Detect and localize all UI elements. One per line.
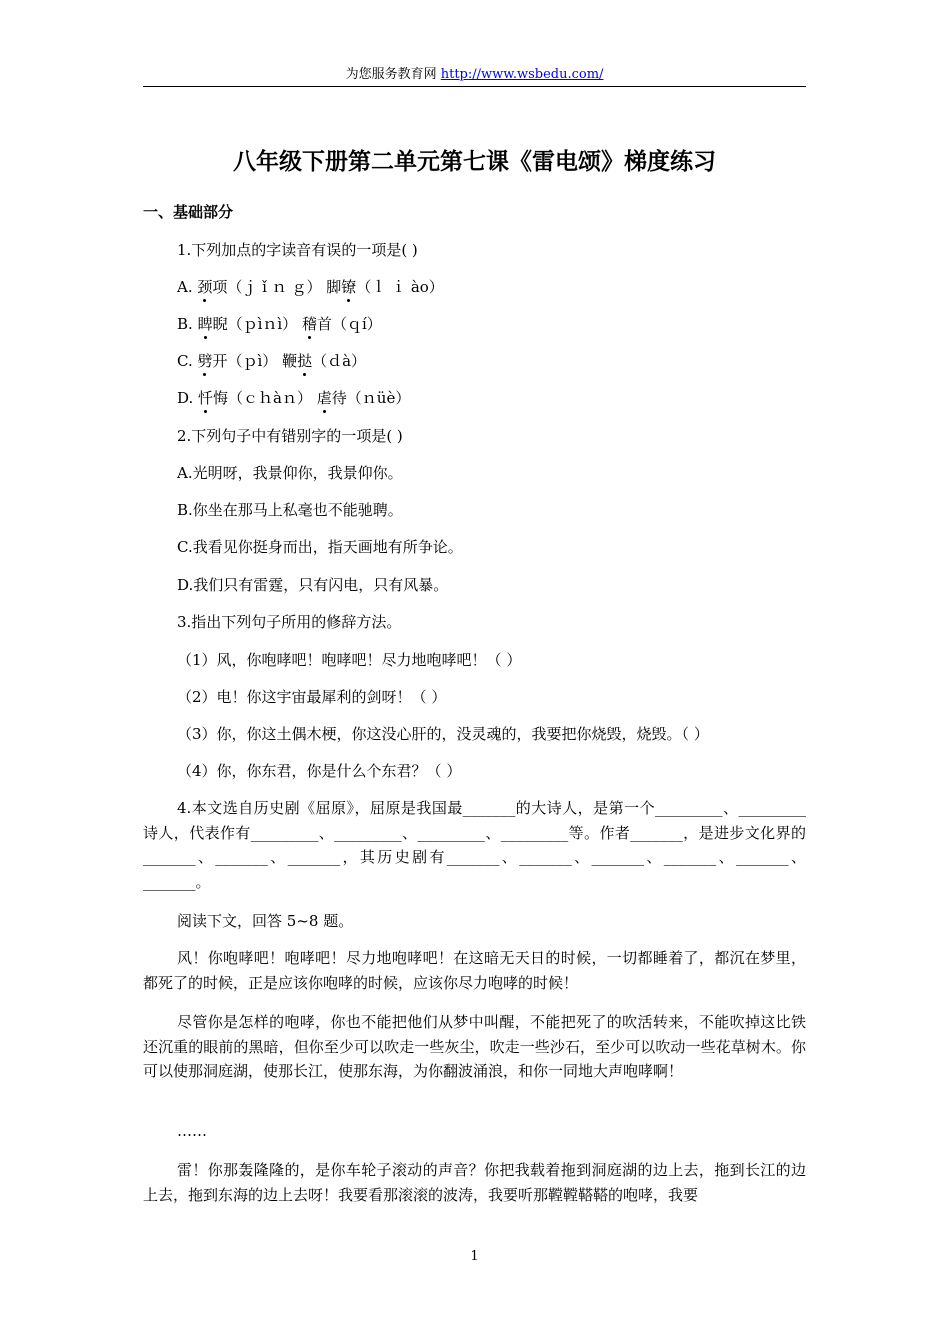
header-rule xyxy=(143,86,806,87)
passage-paragraph-3: 雷！你那轰隆隆的，是你车轮子滚动的声音？你把我载着拖到洞庭湖的边上去，拖到长江的边上去，拖到东海的边上去呀！我要看那滚滚的波涛，我要听那鞺鞺鞳鞳的咆哮，我要 xyxy=(143,1161,806,1204)
question-3-sentence-2: （2）电！你这宇宙最犀利的剑呀！（ ） xyxy=(177,688,447,706)
passage-ellipsis: …… xyxy=(177,1122,207,1140)
passage-paragraph-1: 风！你咆哮吧！咆哮吧！尽力地咆哮吧！在这暗无天日的时候，一切都睡着了，都沉在梦里，都死了的时候，正是应该你咆哮的时候，应该你尽力咆哮的时候！ xyxy=(143,949,806,992)
header-url-link[interactable]: http://www.wsbedu.com/ xyxy=(440,67,604,82)
section-heading-basics: 一、基础部分 xyxy=(143,203,234,221)
question-2-option-a: A.光明呀，我景仰你，我景仰你。 xyxy=(177,464,403,482)
dotted-char: 忏 xyxy=(198,389,214,407)
question-4-fill-blank: 4.本文选自历史剧《屈原》，屈原是我国最_______的大诗人，是第一个_________、_________诗人，代表作有_________、_________、_________、_________等。作者_______，是进步文化界的_______、_______、_______，其历史剧有_______、_______、_______、_______、_______、_______。 xyxy=(143,799,806,891)
dotted-char: 睥 xyxy=(197,315,213,333)
question-2-option-c: C.我看见你挺身而出，指天画地有所争论。 xyxy=(177,538,463,556)
question-1-option-a: A. 颈项（ｊ ǐ ｎ ｇ） 脚镣（ｌ ｉ ào） xyxy=(177,278,444,296)
page-header xyxy=(143,66,806,84)
question-1-option-b: B. 睥睨（ｐìｎì） 稽首（ｑí） xyxy=(177,315,382,333)
question-1-stem: 1.下列加点的字读音有误的一项是( ) xyxy=(177,241,418,259)
question-3-stem: 3.指出下列句子所用的修辞方法。 xyxy=(177,613,402,631)
dotted-char: 稽 xyxy=(301,315,317,333)
question-3-sentence-3: （3）你，你这土偶木梗，你这没心肝的，没灵魂的，我要把你烧毁，烧毁。（ ） xyxy=(177,725,709,743)
question-2-stem: 2.下列句子中有错别字的一项是( ) xyxy=(177,427,403,445)
document-title: 八年级下册第二单元第七课《雷电颂》梯度练习 xyxy=(233,149,716,175)
header-site-name: 为您服务教育网 xyxy=(345,67,437,82)
passage-paragraph-2: 尽管你是怎样的咆哮，你也不能把他们从梦中叫醒，不能把死了的吹活转来，不能吹掉这比铁还沉重的眼前的黑暗，但你至少可以吹走一些灰尘，吹走一些沙石，至少可以吹动一些花草树木。你可以使那洞庭湖，使那长江，使那东海，为你翻波涌浪，和你一同地大声咆哮啊！ xyxy=(143,1013,806,1080)
question-2-option-d: D.我们只有雷霆，只有闪电，只有风暴。 xyxy=(177,576,449,594)
dotted-char: 镣 xyxy=(341,278,357,296)
dotted-char: 虐 xyxy=(316,389,332,407)
page-number: 1 xyxy=(470,1249,479,1264)
question-2-option-b: B.你坐在那马上私毫也不能驰聘。 xyxy=(177,501,403,519)
dotted-char: 劈 xyxy=(197,352,213,370)
dotted-char: 挞 xyxy=(297,352,313,370)
question-1-option-d: D. 忏悔（ｃｈàｎ） 虐待（ｎüè） xyxy=(177,389,411,407)
question-3-sentence-4: （4）你，你东君，你是什么个东君？（ ） xyxy=(177,762,462,780)
dotted-char: 颈 xyxy=(197,278,213,296)
question-3-sentence-1: （1）风，你咆哮吧！咆哮吧！尽力地咆哮吧！（ ） xyxy=(177,651,522,669)
question-1-option-c: C. 劈开（ｐì） 鞭挞（ｄà） xyxy=(177,352,367,370)
reading-intro: 阅读下文，回答 5~8 题。 xyxy=(177,912,354,930)
